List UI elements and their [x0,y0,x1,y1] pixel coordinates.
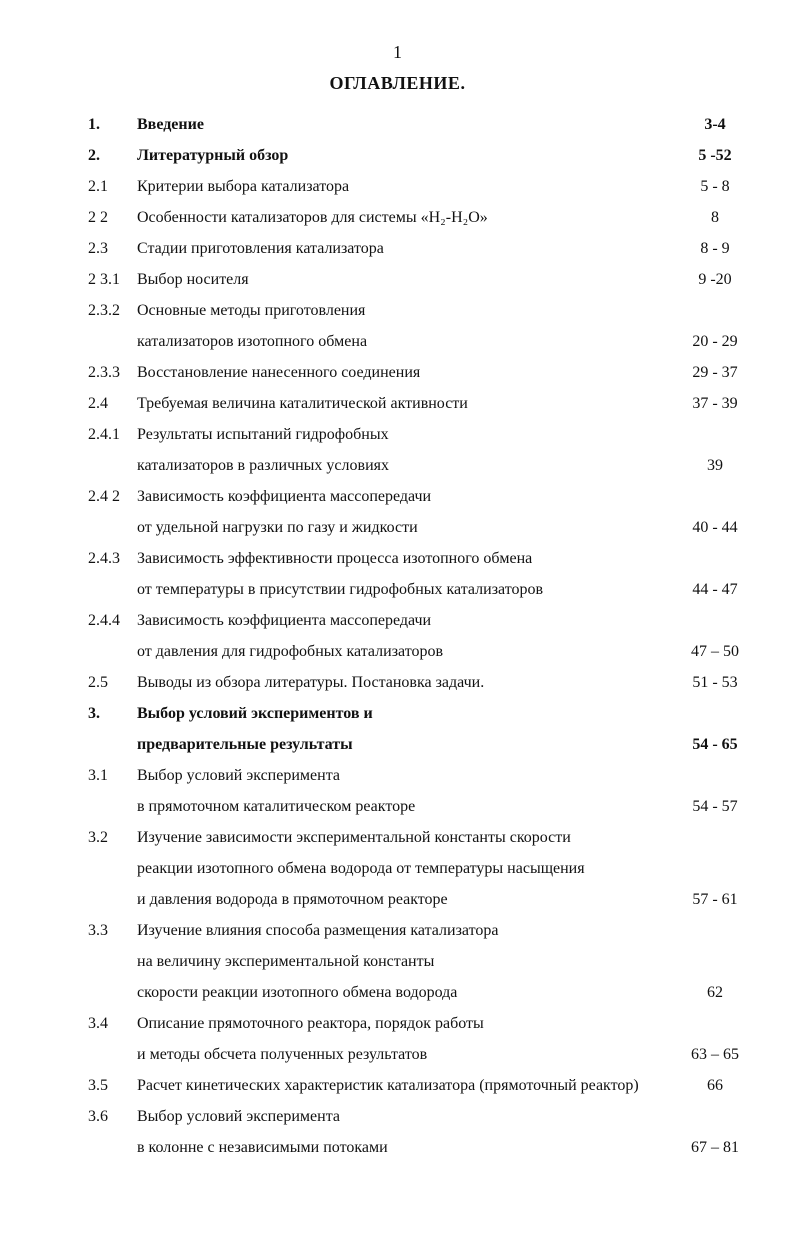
toc-section-title: от температуры в присутствии гидрофобных катализаторов [137,581,544,598]
toc-row [0,916,795,947]
toc-row [0,575,795,606]
toc-section-title: Расчет кинетических характеристик катализатора (прямоточный реактор) [137,1077,639,1094]
toc-section-title: Введение [137,116,204,133]
toc-section-title: Зависимость коэффициента массопередачи [137,612,432,629]
toc-page-range: 63 – 65 [691,1046,739,1063]
toc-page-range: 66 [707,1077,723,1094]
toc-section-number: 2.3.3 [88,364,120,381]
toc-page-range: 9 -20 [698,271,732,288]
toc-row [0,823,795,854]
toc-row [0,234,795,265]
toc-page-range: 62 [707,984,723,1001]
toc-section-title: Выбор носителя [137,271,249,288]
toc-section-title: Критерии выбора катализатора [137,178,350,195]
toc-section-number: 3.4 [88,1015,108,1032]
toc-row [0,668,795,699]
toc-section-title: Литературный обзор [137,147,289,164]
toc-section-number: 2.4.3 [88,550,120,567]
toc-section-title: Изучение зависимости экспериментальной константы скорости [137,829,571,846]
toc-section-title: Требуемая величина каталитической активности [137,395,468,412]
toc-section-title: Выводы из обзора литературы. Постановка задачи. [137,674,485,691]
toc-section-number: 2.4 [88,395,108,412]
toc-section-title: Результаты испытаний гидрофобных [137,426,389,443]
page-title: ОГЛАВЛЕНИЕ. [329,73,466,93]
toc-row [0,482,795,513]
toc-section-number: 3.1 [88,767,108,784]
toc-row [0,1071,795,1102]
toc-section-number: 2 2 [88,209,108,226]
toc-section-number: 2.4.1 [88,426,120,443]
toc-section-title: Зависимость коэффициента массопередачи [137,488,432,505]
toc-section-title: Зависимость эффективности процесса изотопного обмена [137,550,533,567]
toc-row [0,947,795,978]
toc-page-range: 29 - 37 [692,364,738,381]
toc-section-title: и давления водорода в прямоточном реакторе [137,891,448,908]
toc-row [0,606,795,637]
toc-row [0,854,795,885]
toc-section-title: в прямоточном каталитическом реакторе [137,798,416,815]
toc-section-title: Особенности катализаторов для системы «H₂-H₂O» [137,209,488,226]
toc-page-range: 5 - 8 [700,178,730,195]
toc-row [0,203,795,234]
toc-section-title: предварительные результаты [137,736,353,753]
toc-section-title: катализаторов изотопного обмена [137,333,368,350]
toc-row [0,110,795,141]
toc-page-range: 5 -52 [698,147,732,164]
toc-section-title: катализаторов в различных условиях [137,457,389,474]
toc-page-range: 54 - 57 [692,798,738,815]
toc-section-title: и методы обсчета полученных результатов [137,1046,428,1063]
toc-page-range: 8 - 9 [700,240,730,257]
toc-section-number: 1. [88,116,100,133]
toc-row [0,699,795,730]
toc-section-number: 2.3.2 [88,302,120,319]
toc-page-range: 3-4 [704,116,726,133]
toc-row [0,1133,795,1164]
toc-row [0,296,795,327]
toc-row [0,513,795,544]
toc-section-number: 3.5 [88,1077,108,1094]
toc-section-title: Выбор условий эксперимента [137,1108,340,1125]
toc-section-title: в колонне с независимыми потоками [137,1139,388,1156]
toc-section-number: 2.1 [88,178,108,195]
toc-section-number: 3.2 [88,829,108,846]
toc-row [0,792,795,823]
toc-row [0,358,795,389]
toc-section-number: 2.3 [88,240,108,257]
toc-page-range: 51 - 53 [692,674,738,691]
toc-row [0,544,795,575]
toc-section-title: на величину экспериментальной константы [137,953,435,970]
toc-row [0,1009,795,1040]
toc-page-range: 8 [711,209,719,226]
toc-row [0,172,795,203]
toc-section-number: 3. [88,705,100,722]
toc-section-title: Выбор условий эксперимента [137,767,340,784]
toc-section-number: 2.4 2 [88,488,120,505]
toc-section-title: Основные методы приготовления [137,302,366,319]
toc-row [0,389,795,420]
page-number: 1 [393,42,402,62]
toc-page-range: 44 - 47 [692,581,738,598]
toc-row [0,637,795,668]
toc-row [0,1102,795,1133]
toc-section-number: 2 3.1 [88,271,120,288]
toc-section-title: Восстановление нанесенного соединения [137,364,421,381]
toc-page-range: 57 - 61 [692,891,738,908]
toc-row [0,978,795,1009]
toc-row [0,420,795,451]
toc-row [0,730,795,761]
toc-section-title: реакции изотопного обмена водорода от температуры насыщения [137,860,585,877]
toc-section-number: 3.6 [88,1108,108,1125]
toc-section-title: Изучение влияния способа размещения катализатора [137,922,499,939]
table-of-contents [0,110,795,1164]
toc-row [0,141,795,172]
toc-row [0,885,795,916]
toc-page-range: 37 - 39 [692,395,738,412]
toc-section-number: 2.5 [88,674,108,691]
toc-section-number: 3.3 [88,922,108,939]
toc-row [0,327,795,358]
toc-row [0,1040,795,1071]
toc-row [0,761,795,792]
toc-page-range: 67 – 81 [691,1139,739,1156]
toc-section-title: от удельной нагрузки по газу и жидкости [137,519,418,536]
toc-section-number: 2. [88,147,100,164]
toc-page-range: 39 [707,457,723,474]
toc-row [0,265,795,296]
toc-section-title: скорости реакции изотопного обмена водорода [137,984,458,1001]
toc-section-number: 2.4.4 [88,612,120,629]
toc-page-range: 54 - 65 [692,736,738,753]
toc-section-title: от давления для гидрофобных катализаторов [137,643,444,660]
toc-page-range: 20 - 29 [692,333,738,350]
toc-page-range: 40 - 44 [692,519,738,536]
toc-page-range: 47 – 50 [691,643,739,660]
toc-section-title: Выбор условий экспериментов и [137,705,373,722]
toc-section-title: Стадии приготовления катализатора [137,240,384,257]
toc-row [0,451,795,482]
toc-section-title: Описание прямоточного реактора, порядок работы [137,1015,484,1032]
